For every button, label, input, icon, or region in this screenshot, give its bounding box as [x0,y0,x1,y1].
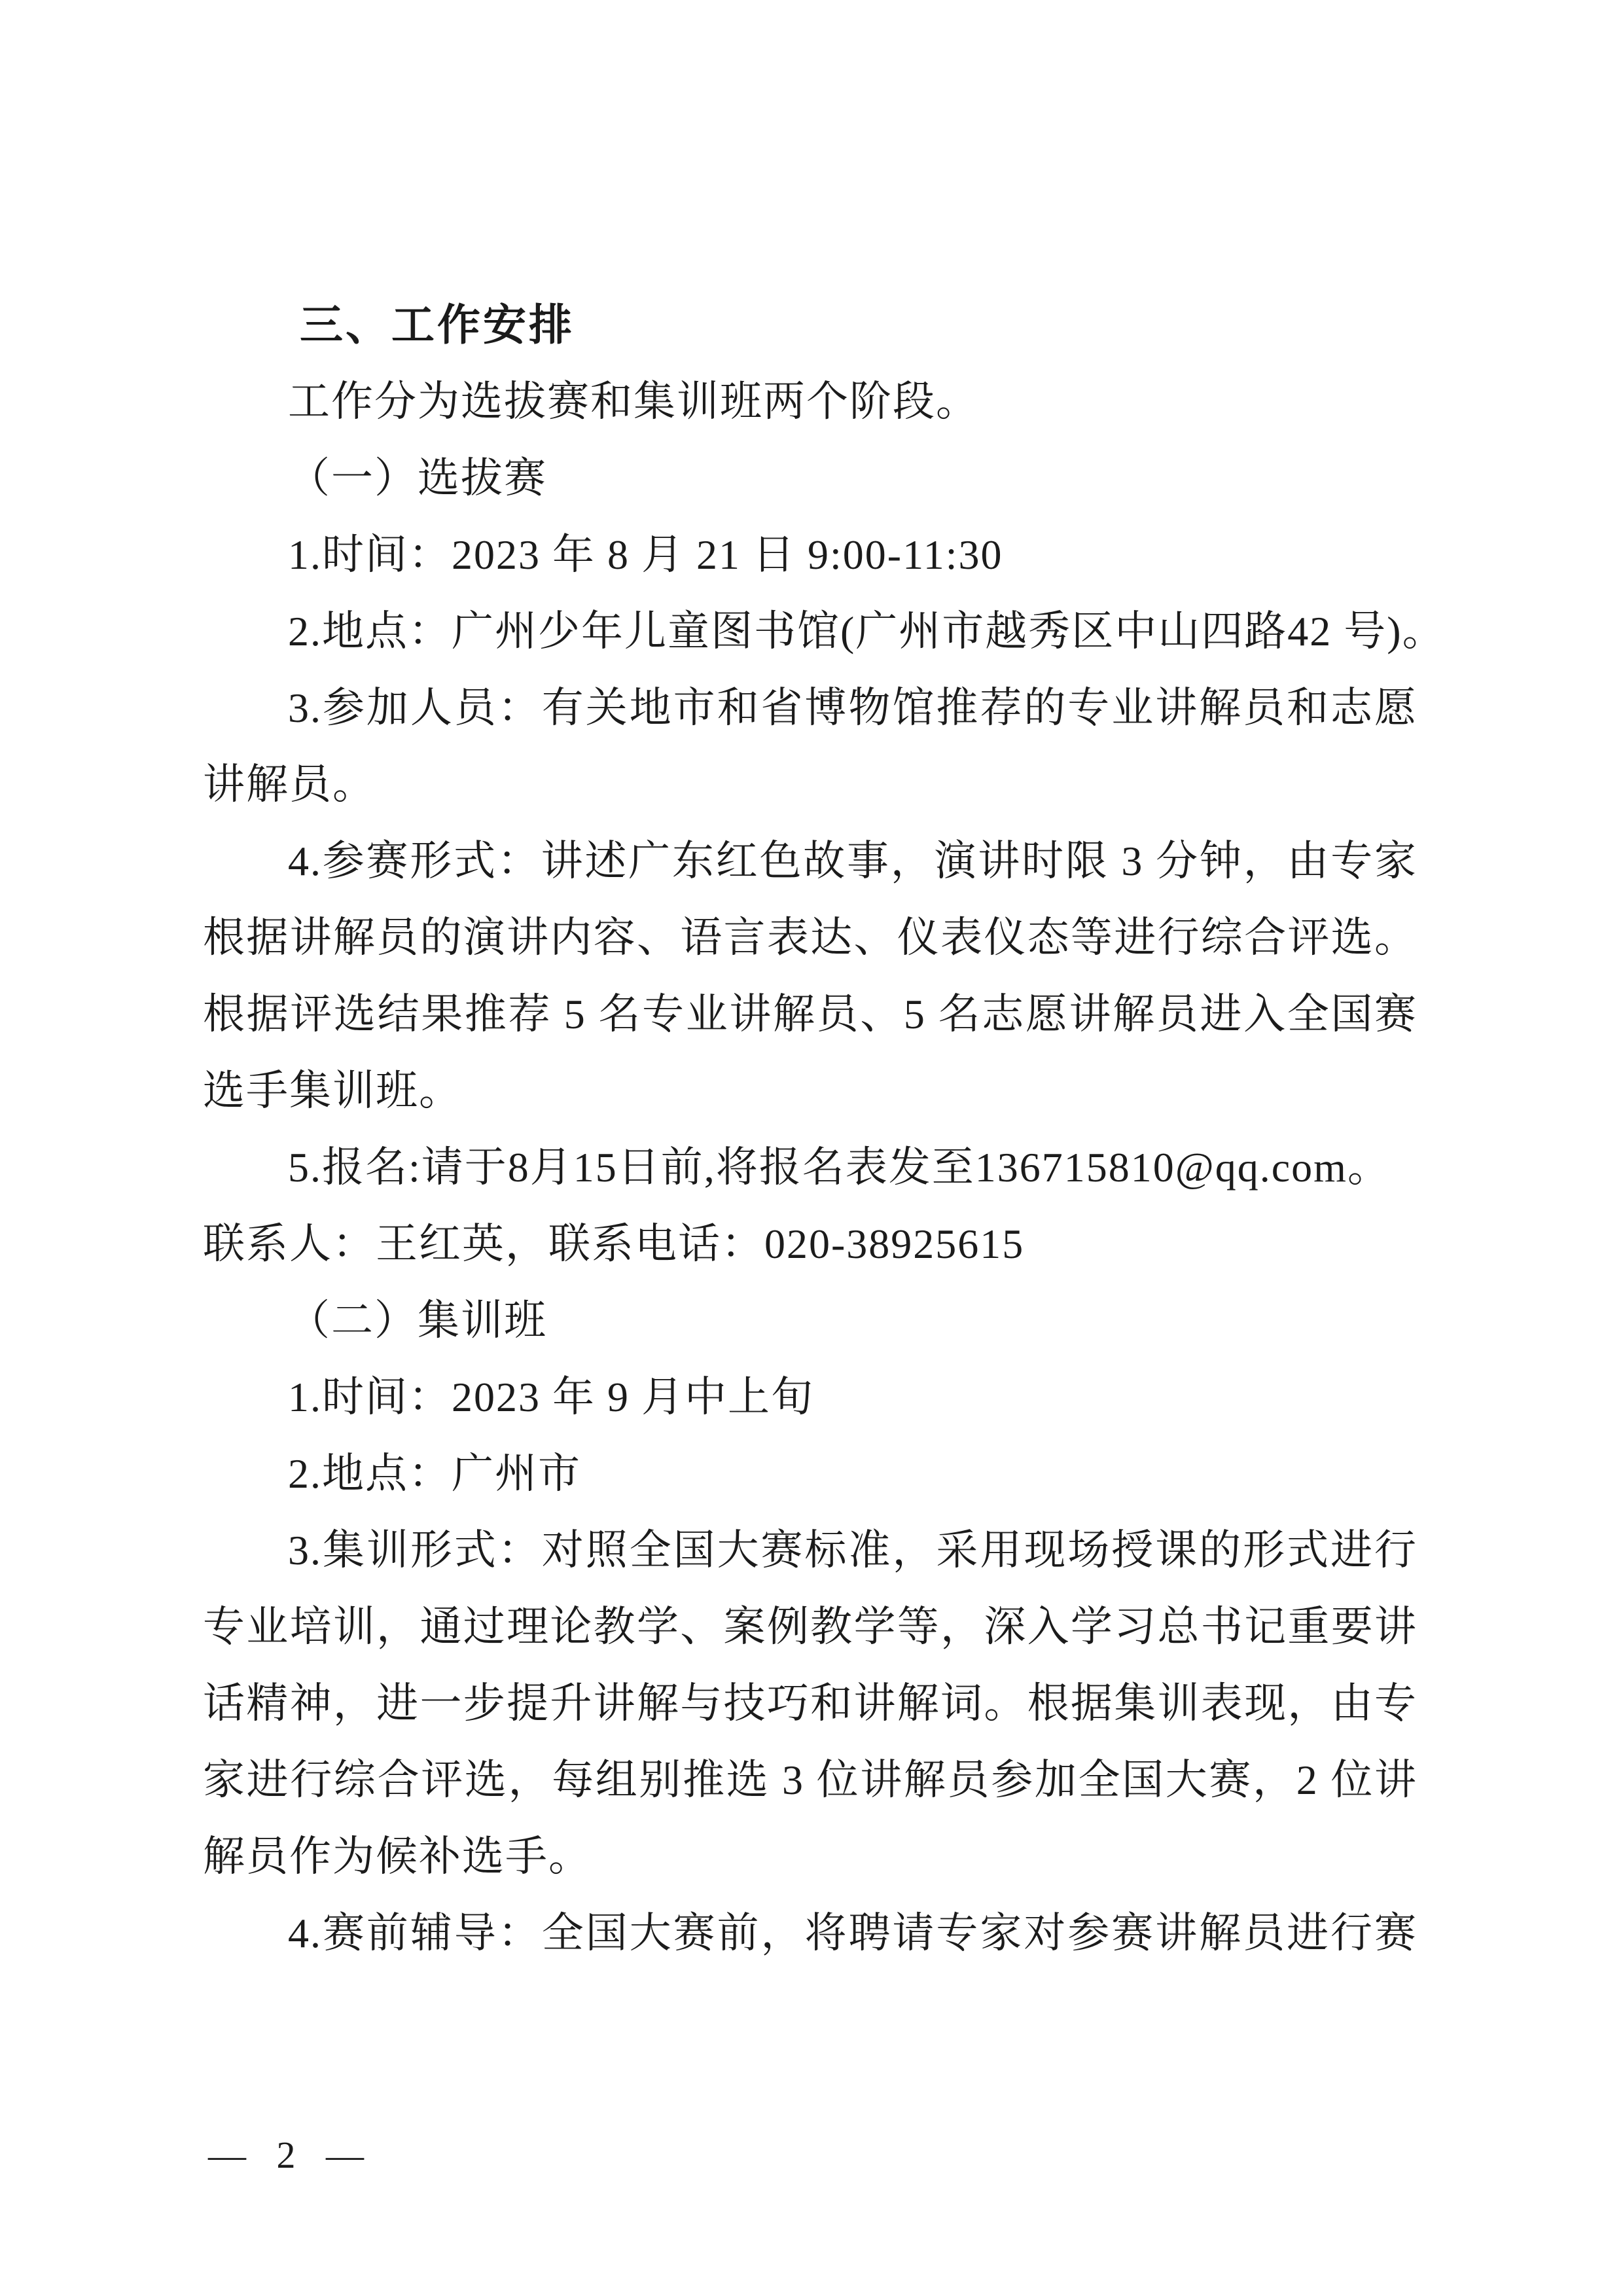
text-line: 根据评选结果推荐 5 名专业讲解员、5 名志愿讲解员进入全国赛 [203,991,1418,1037]
subsection-heading: （一）选拔赛 [288,455,547,501]
document-body [203,287,1446,1971]
text-line: 家进行综合评选，每组别推选 3 位讲解员参加全国大赛，2 位讲 [203,1757,1418,1803]
text-line: 解员作为候补选手。 [203,1833,592,1880]
page-number: — 2 — [208,2134,369,2176]
text-line: 5.报名:请于8月15日前,将报名表发至136715810@qq.com。 [288,1144,1391,1191]
text-line: 1.时间：2023 年 8 月 21 日 9:00-11:30 [288,531,1003,578]
text-line: 工作分为选拔赛和集训班两个阶段。 [288,378,979,425]
text-line: 3.集训形式：对照全国大赛标准，采用现场授课的形式进行 [288,1527,1418,1573]
text-line: 3.参加人员：有关地市和省博物馆推荐的专业讲解员和志愿 [288,685,1418,731]
text-line: 专业培训，通过理论教学、案例教学等，深入学习总书记重要讲 [203,1604,1418,1650]
text-line: 1.时间：2023 年 9 月中上旬 [288,1374,814,1420]
text-line: 2.地点：广州市 [288,1450,581,1497]
text-line: 联系人：王红英，联系电话：020-38925615 [203,1221,1025,1267]
text-line: 2.地点：广州少年儿童图书馆(广州市越秀区中山四路42 号)。 [288,608,1446,655]
text-line: 4.赛前辅导：全国大赛前，将聘请专家对参赛讲解员进行赛 [288,1910,1418,1956]
text-line: 讲解员。 [203,761,376,808]
text-line: 话精神，进一步提升讲解与技巧和讲解词。根据集训表现，由专 [203,1680,1418,1727]
text-line: 4.参赛形式：讲述广东红色故事，演讲时限 3 分钟，由专家 [288,838,1418,884]
text-line: 选手集训班。 [203,1067,462,1114]
subsection-heading: （二）集训班 [288,1297,547,1344]
text-line: 根据讲解员的演讲内容、语言表达、仪表仪态等进行综合评选。 [203,914,1418,961]
section-heading: 三、工作安排 [300,300,575,349]
